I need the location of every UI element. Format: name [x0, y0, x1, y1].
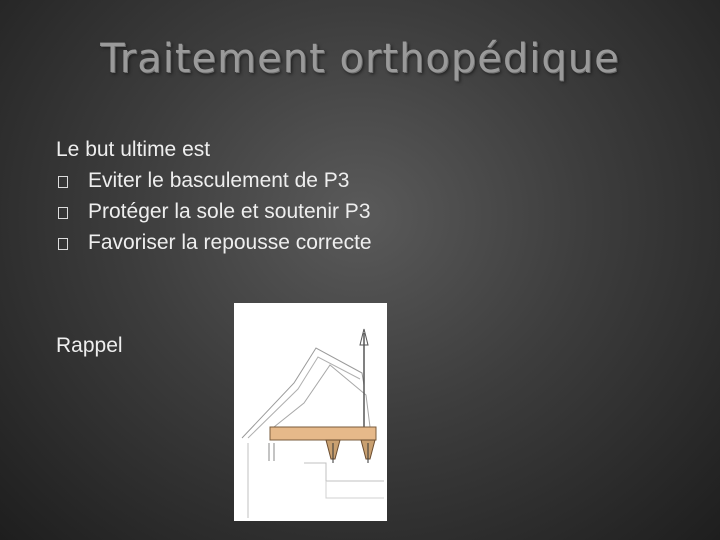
slide-body: [56, 134, 372, 258]
checkbox-bullet-icon: [58, 207, 68, 219]
slide-title: Traitement orthopédique: [100, 36, 620, 82]
intro-text: Le but ultime est: [56, 138, 211, 161]
bullet-text: Eviter le basculement de P3: [88, 169, 350, 192]
diagram-drawing: [234, 303, 387, 521]
checkbox-bullet-icon: [58, 176, 68, 188]
bullet-item: [56, 227, 372, 258]
bullet-item: [56, 165, 372, 196]
hoof-shoe-diagram: [234, 303, 387, 521]
bullet-text: Favoriser la repousse correcte: [88, 231, 372, 254]
section-label: Rappel: [56, 334, 123, 357]
bullet-item: [56, 196, 372, 227]
checkbox-bullet-icon: [58, 238, 68, 250]
bullet-text: Protéger la sole et soutenir P3: [88, 200, 371, 223]
